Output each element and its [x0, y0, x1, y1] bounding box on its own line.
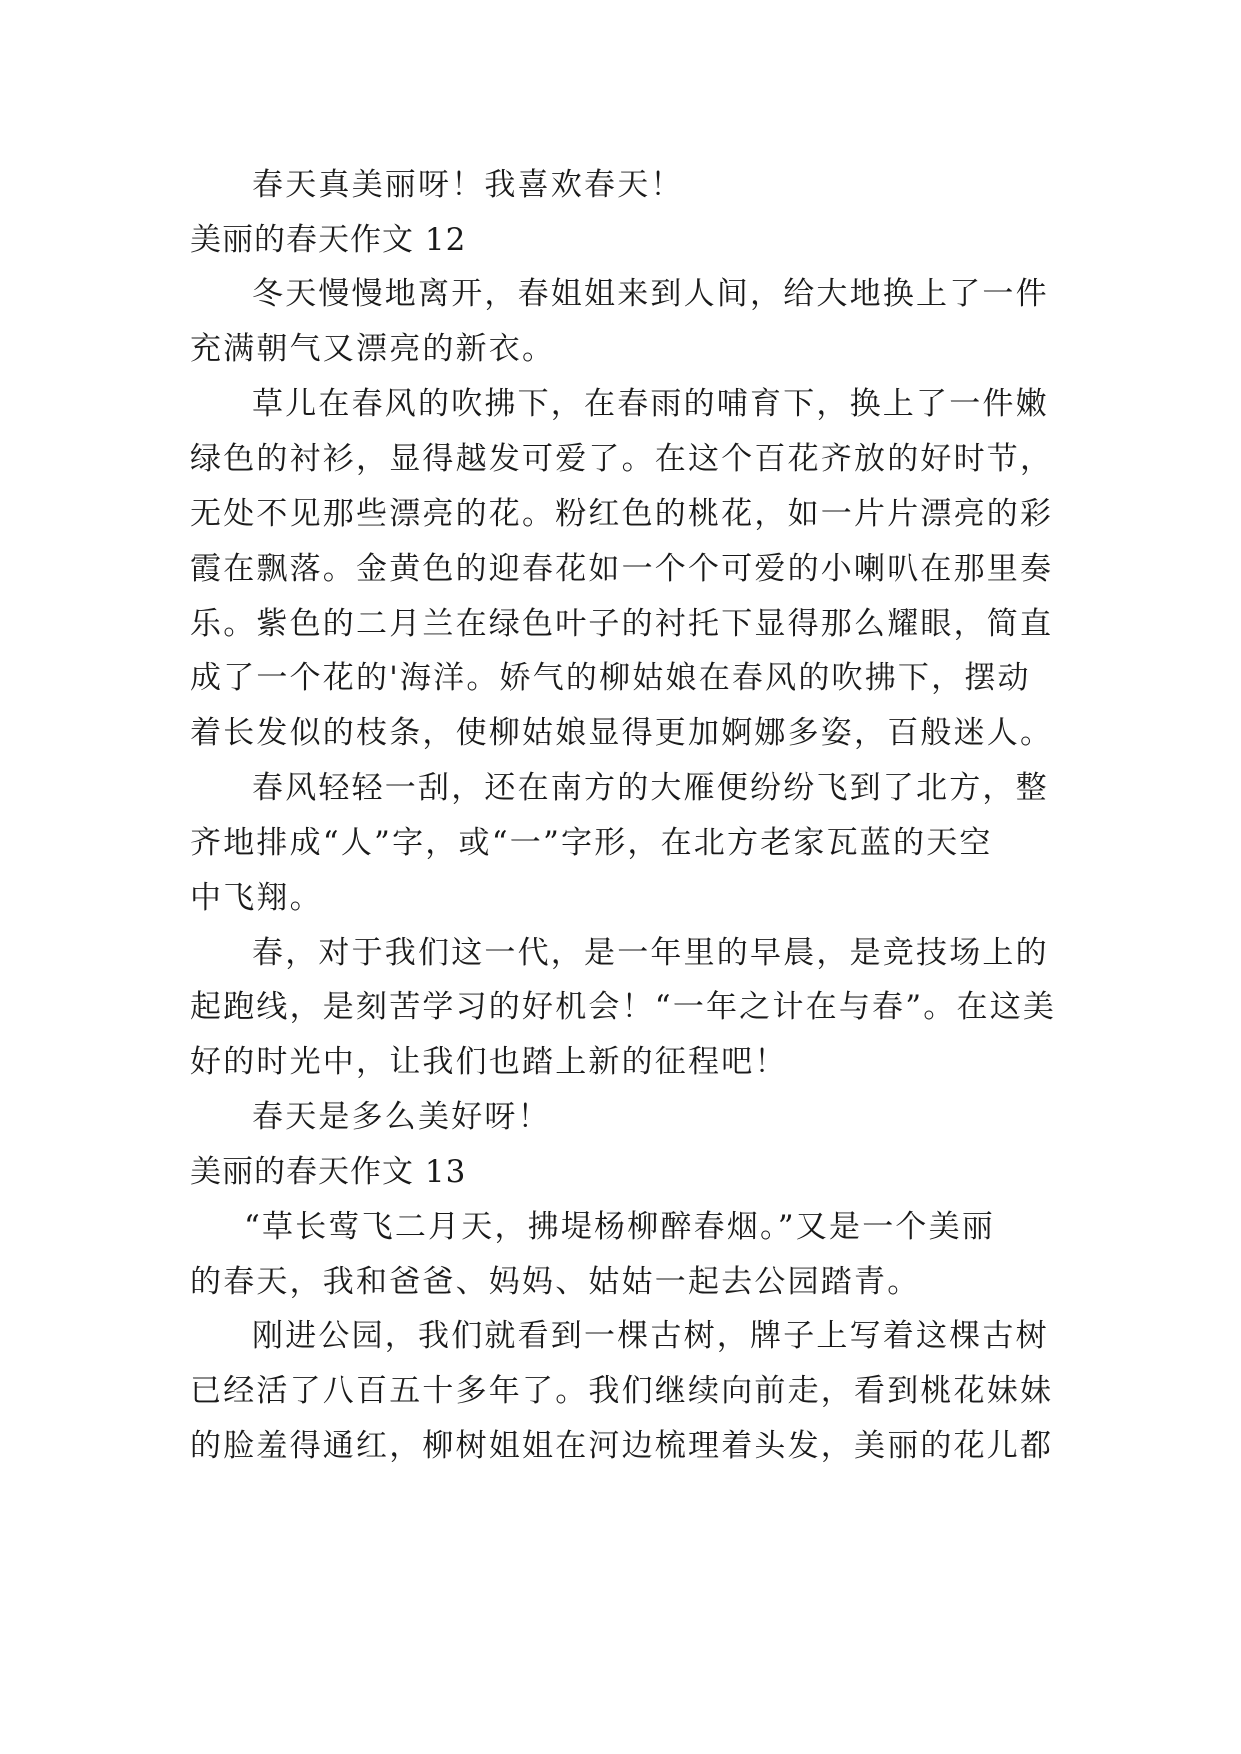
section-heading: 美丽的春天作文 13	[190, 1154, 467, 1190]
section-heading: 美丽的春天作文 12	[190, 222, 467, 258]
paragraph-line: 草儿在春风的吹拂下，在春雨的哺育下，换上了一件嫩	[252, 386, 1049, 422]
paragraph-line: 着长发似的枝条，使柳姑娘显得更加婀娜多姿，百般迷人。	[190, 715, 1054, 751]
paragraph-line: 刚进公园，我们就看到一棵古树，牌子上写着这棵古树	[252, 1318, 1049, 1354]
paragraph-line: 好的时光中，让我们也踏上新的征程吧！	[190, 1044, 788, 1080]
paragraph-line: 的春天，我和爸爸、妈妈、姑姑一起去公园踏青。	[190, 1264, 921, 1300]
paragraph-line: 充满朝气又漂亮的新衣。	[190, 331, 556, 367]
paragraph-line: 中飞翔。	[190, 880, 323, 916]
paragraph-line: “草长莺飞二月天，拂堤杨柳醉春烟。”又是一个美丽	[244, 1209, 995, 1245]
paragraph-line: 霞在飘落。金黄色的迎春花如一个个可爱的小喇叭在那里奏	[190, 551, 1054, 587]
paragraph-line: 起跑线，是刻苦学习的好机会！“一年之计在与春”。在这美	[190, 989, 1057, 1025]
paragraph-line: 春天真美丽呀！我喜欢春天！	[252, 167, 684, 203]
paragraph-line: 齐地排成“人”字，或“一”字形，在北方老家瓦蓝的天空	[190, 825, 993, 861]
paragraph-line: 冬天慢慢地离开，春姐姐来到人间，给大地换上了一件	[252, 276, 1049, 312]
paragraph-line: 乐。紫色的二月兰在绿色叶子的衬托下显得那么耀眼，简直	[190, 606, 1054, 642]
paragraph-line: 春风轻轻一刮，还在南方的大雁便纷纷飞到了北方，整	[252, 770, 1049, 806]
paragraph-line: 无处不见那些漂亮的花。粉红色的桃花，如一片片漂亮的彩	[190, 496, 1054, 532]
paragraph-line: 成了一个花的'海洋。娇气的柳姑娘在春风的吹拂下，摆动	[190, 660, 1031, 696]
paragraph-line: 已经活了八百五十多年了。我们继续向前走，看到桃花妹妹	[190, 1373, 1054, 1409]
paragraph-line: 春天是多么美好呀！	[252, 1099, 551, 1135]
paragraph-line: 绿色的衬衫，显得越发可爱了。在这个百花齐放的好时节，	[190, 441, 1054, 477]
paragraph-line: 春，对于我们这一代，是一年里的早晨，是竞技场上的	[252, 935, 1049, 971]
paragraph-line: 的脸羞得通红，柳树姐姐在河边梳理着头发，美丽的花儿都	[190, 1428, 1054, 1464]
